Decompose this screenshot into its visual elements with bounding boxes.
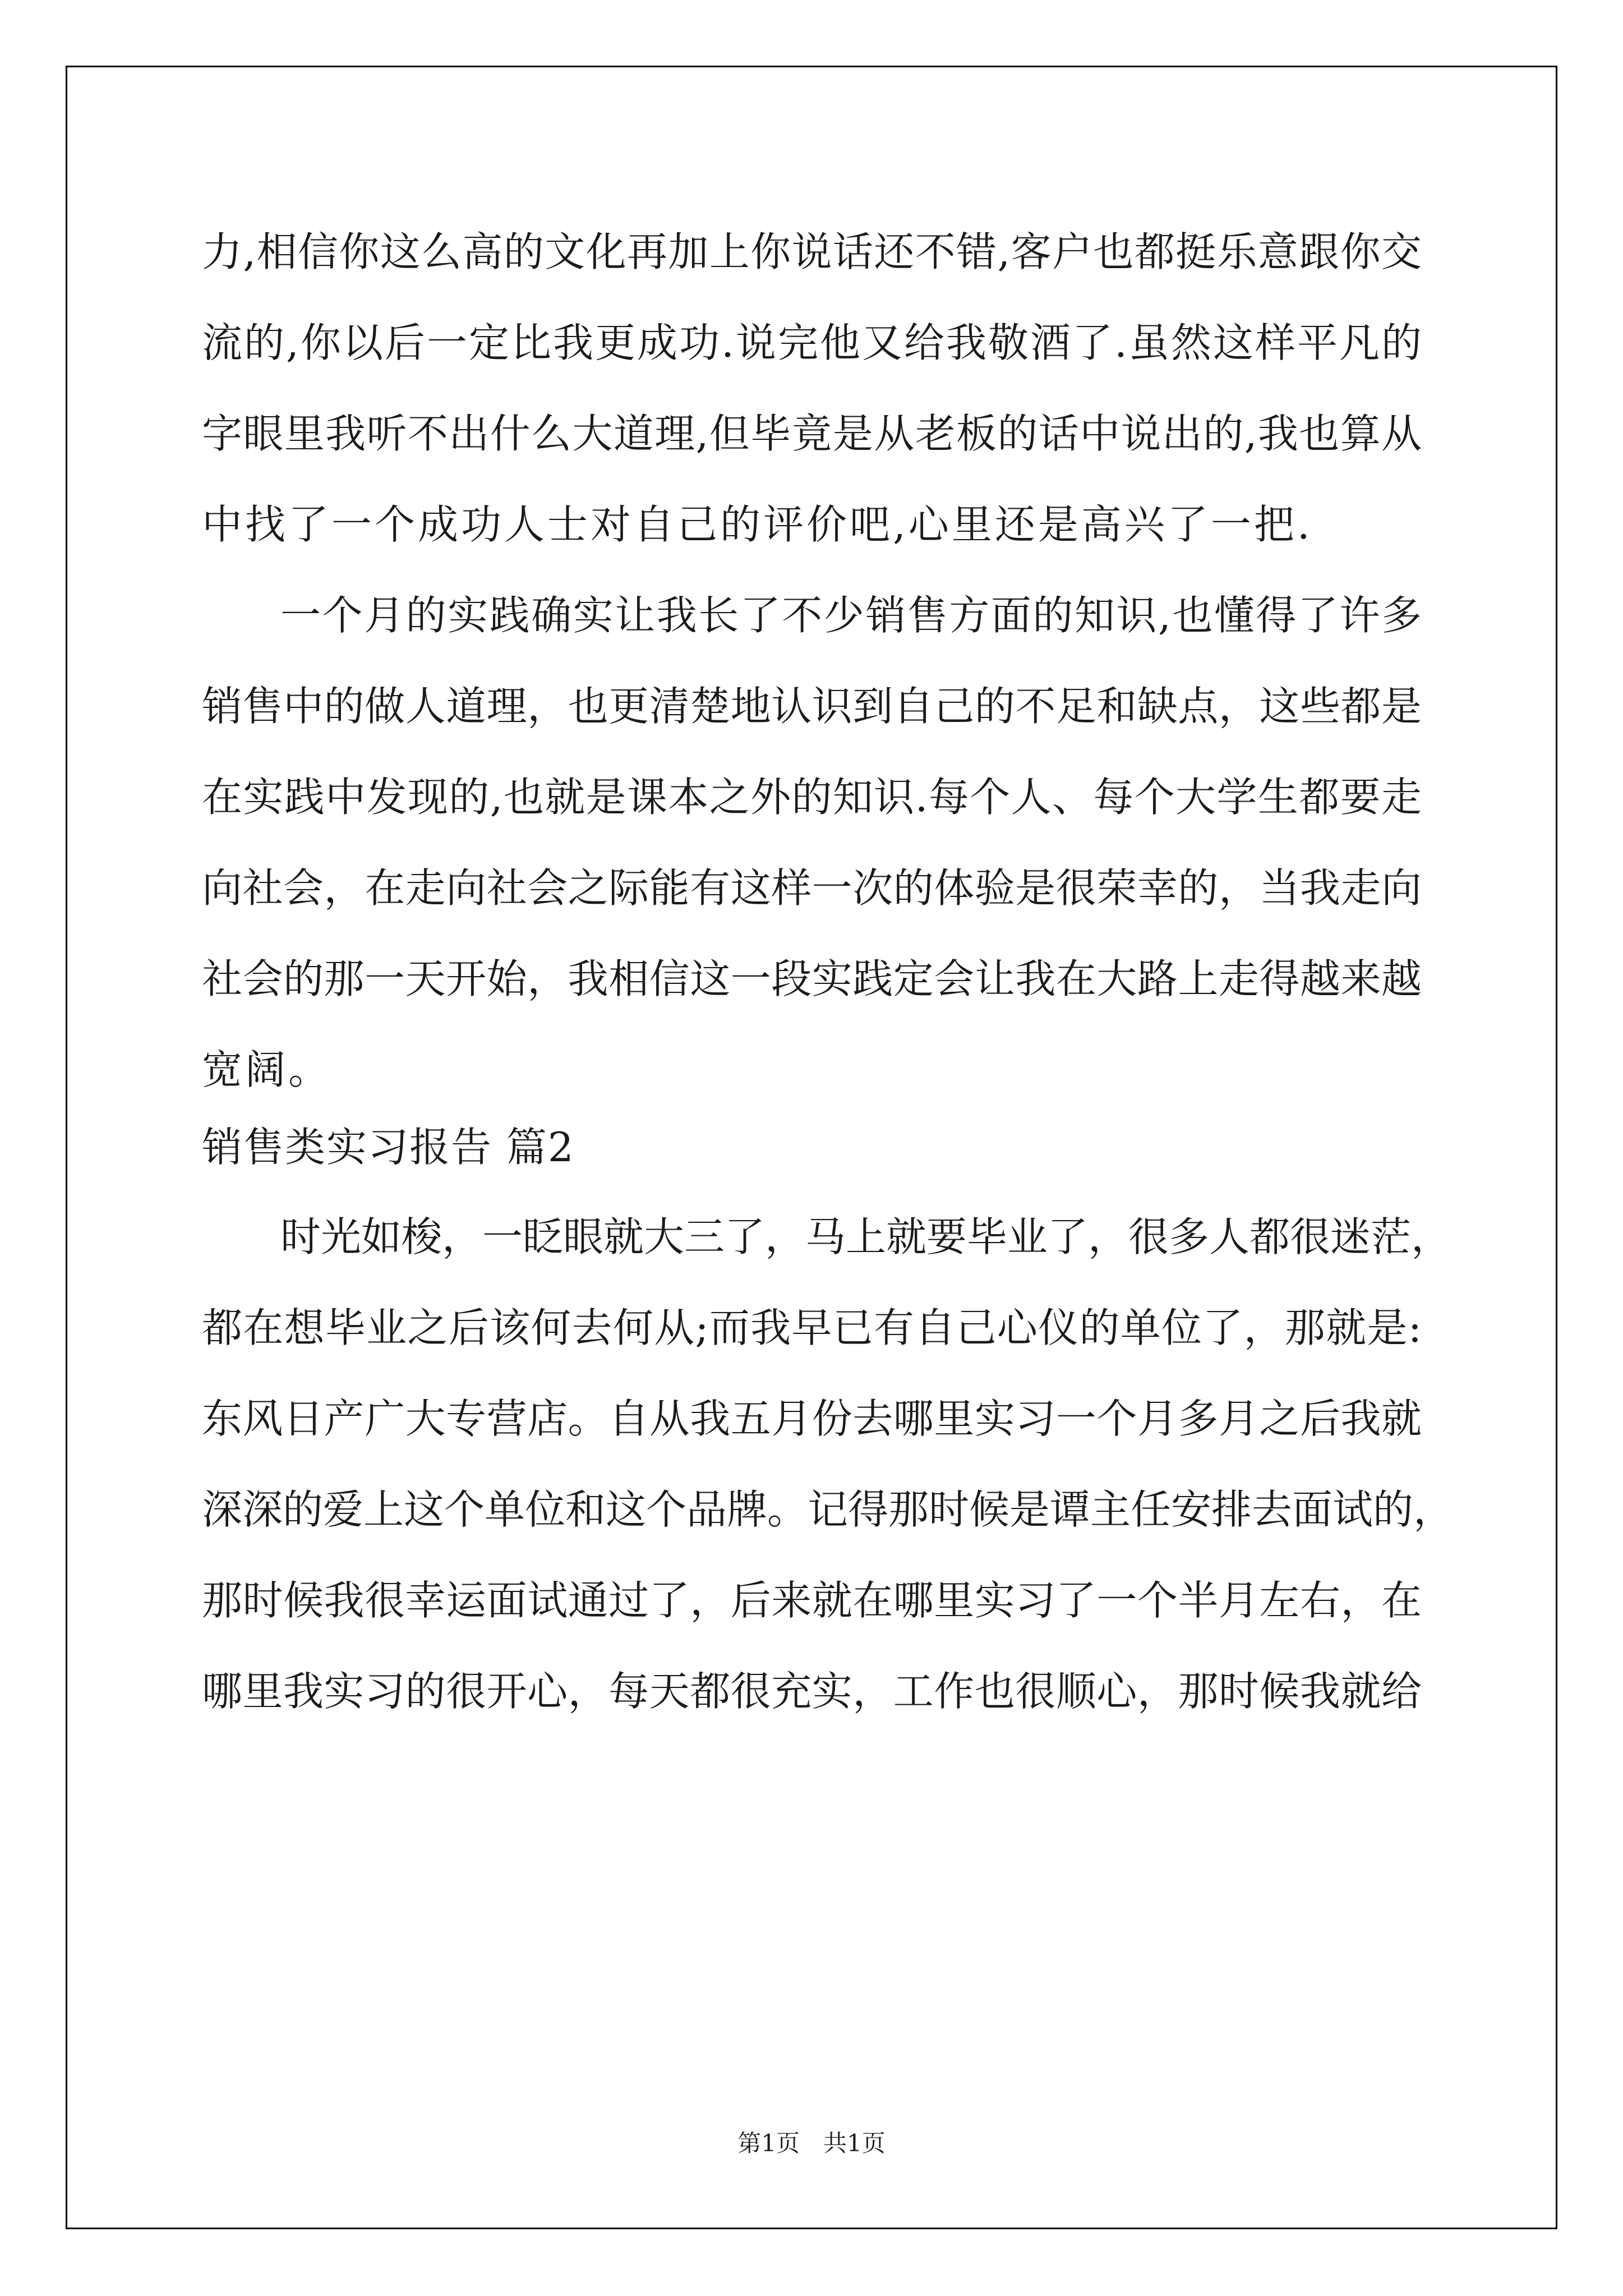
text-line: 都在想毕业之后该何去何从;而我早已有自己心仪的单位了，那就是: xyxy=(202,1304,1422,1351)
text-line: 那时候我很幸运面试通过了，后来就在哪里实习了一个半月左右，在 xyxy=(202,1577,1422,1624)
page-number: 第1页 共1页 xyxy=(737,2129,886,2157)
text-line: 宽阔。 xyxy=(202,1046,332,1093)
text-line: 向社会，在走向社会之际能有这样一次的体验是很荣幸的，当我走向 xyxy=(202,864,1422,912)
paragraph-first-line: 一个月的实践确实让我长了不少销售方面的知识,也懂得了许多 xyxy=(280,592,1422,639)
text-line: 哪里我实习的很开心，每天都很充实，工作也很顺心，那时候我就给 xyxy=(202,1668,1422,1715)
text-line: 社会的那一天开始，我相信这一段实践定会让我在大路上走得越来越 xyxy=(202,955,1422,1002)
text-line: 东风日产广大专营店。自从我五月份去哪里实习一个月多月之后我就 xyxy=(202,1395,1422,1442)
text-line: 中找了一个成功人士对自己的评价吧,心里还是高兴了一把. xyxy=(202,501,1313,548)
paragraph-first-line: 时光如梭，一眨眼就大三了，马上就要毕业了，很多人都很迷茫， xyxy=(280,1213,1452,1260)
text-line: 深深的爱上这个单位和这个品牌。记得那时候是谭主任安排去面试的， xyxy=(202,1486,1454,1533)
text-line: 流的,你以后一定比我更成功.说完他又给我敬酒了.虽然这样平凡的 xyxy=(202,319,1422,366)
section-heading: 销售类实习报告 篇2 xyxy=(202,1124,575,1171)
text-line: 力,相信你这么高的文化再加上你说话还不错,客户也都挺乐意跟你交 xyxy=(202,228,1422,275)
text-line: 销售中的做人道理，也更清楚地认识到自己的不足和缺点，这些都是 xyxy=(202,683,1422,730)
text-line: 字眼里我听不出什么大道理,但毕竟是从老板的话中说出的,我也算从 xyxy=(202,410,1422,457)
text-line: 在实践中发现的,也就是课本之外的知识.每个人、每个大学生都要走 xyxy=(202,774,1422,821)
